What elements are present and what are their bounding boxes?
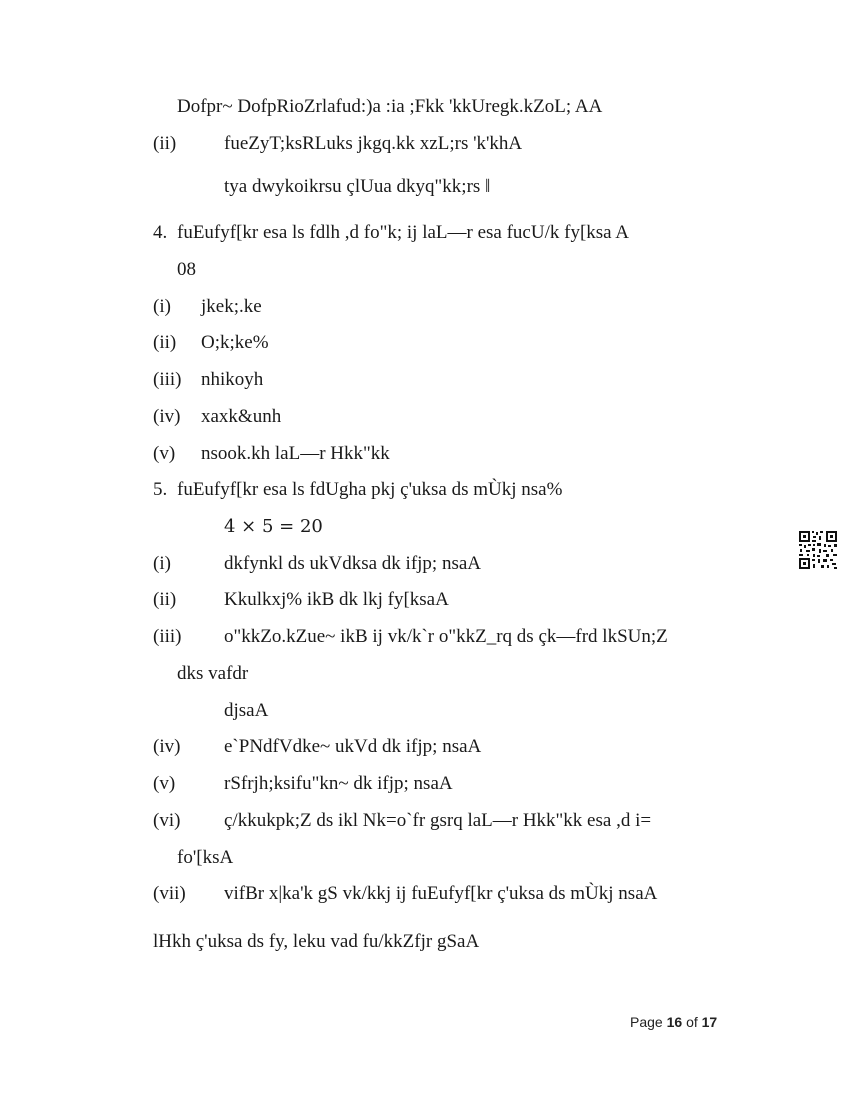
- question-5-text: fuEufyf[kr esa ls fdUgha pkj ç'uksa ds mÙkj nsa%: [177, 479, 563, 500]
- item-marker: (v): [153, 773, 176, 794]
- item-marker: (i): [153, 296, 171, 317]
- item-marker: (vi): [153, 810, 181, 831]
- verse-line-2: fueZyT;ksRLuks jkgq.kk xzL;rs 'k'khA: [224, 133, 523, 154]
- q4-option-i: jkek;.ke: [201, 296, 262, 317]
- q5-option-iii-cont: dks vafdr: [177, 663, 249, 684]
- item-marker: (i): [153, 553, 171, 574]
- question-4-text: fuEufyf[kr esa ls fdlh ,d fo"k; ij laL—r esa fucU/k fy[ksa A: [177, 222, 630, 243]
- q4-option-iii: nhikoyh: [201, 369, 264, 390]
- q5-option-iii: o"kkZo.kZue~ ikB ij vk/k`r o"kkZ_rq ds çk—frd lkSUn;Z: [224, 626, 668, 647]
- closing-note: lHkh ç'uksa ds fy, leku vad fu/kkZfjr gSaA: [153, 931, 480, 952]
- item-marker: (vii): [153, 883, 186, 904]
- question-5-marks: 4 × 5 = 20: [224, 516, 323, 537]
- q5-option-vi: ç/kkukpk;Z ds ikl Nk=o`fr gsrq laL—r Hkk"kk esa ,d i=: [224, 810, 652, 831]
- item-marker: (iv): [153, 406, 181, 427]
- question-4-marks: 08: [177, 259, 196, 280]
- page-label: Page: [630, 1014, 663, 1030]
- q5-option-v: rSfrjh;ksifu"kn~ dk ifjp; nsaA: [224, 773, 453, 794]
- q4-option-iv: xaxk&unh: [201, 406, 282, 427]
- q4-option-v: nsook.kh laL—r Hkk"kk: [201, 443, 390, 464]
- page-footer: [630, 1014, 717, 1030]
- q5-option-iii-end: djsaA: [224, 700, 269, 721]
- item-marker: (iii): [153, 369, 182, 390]
- verse-line-1: Dofpr~ DofpRioZrlafud:)a :ia ;Fkk 'kkUregk.kZoL; AA: [177, 96, 603, 117]
- qr-code-icon: [798, 530, 838, 570]
- page-total: 17: [701, 1014, 718, 1030]
- item-marker: (v): [153, 443, 176, 464]
- q5-option-iv: e`PNdfVdke~ ukVd dk ifjp; nsaA: [224, 736, 482, 757]
- item-marker: (ii): [153, 133, 177, 154]
- question-number: 4.: [153, 222, 168, 243]
- item-marker: (ii): [153, 589, 177, 610]
- q5-option-ii: Kkulkxj% ikB dk lkj fy[ksaA: [224, 589, 449, 610]
- page-of-label: of: [686, 1014, 698, 1030]
- q5-option-i: dkfynkl ds ukVdksa dk ifjp; nsaA: [224, 553, 482, 574]
- item-marker: (iii): [153, 626, 182, 647]
- q4-option-ii: O;k;ke%: [201, 332, 269, 353]
- q5-option-vi-cont: fo'[ksA: [177, 847, 234, 868]
- item-marker: (ii): [153, 332, 177, 353]
- q5-option-vii: vifBr x|ka'k gS vk/kkj ij fuEufyf[kr ç'uksa ds mÙkj nsaA: [224, 883, 658, 904]
- question-number: 5.: [153, 479, 168, 500]
- page-number: 16: [666, 1014, 683, 1030]
- verse-line-3: tya dwykoikrsu çlUua dkyq"kk;rs ‖: [224, 176, 491, 197]
- item-marker: (iv): [153, 736, 181, 757]
